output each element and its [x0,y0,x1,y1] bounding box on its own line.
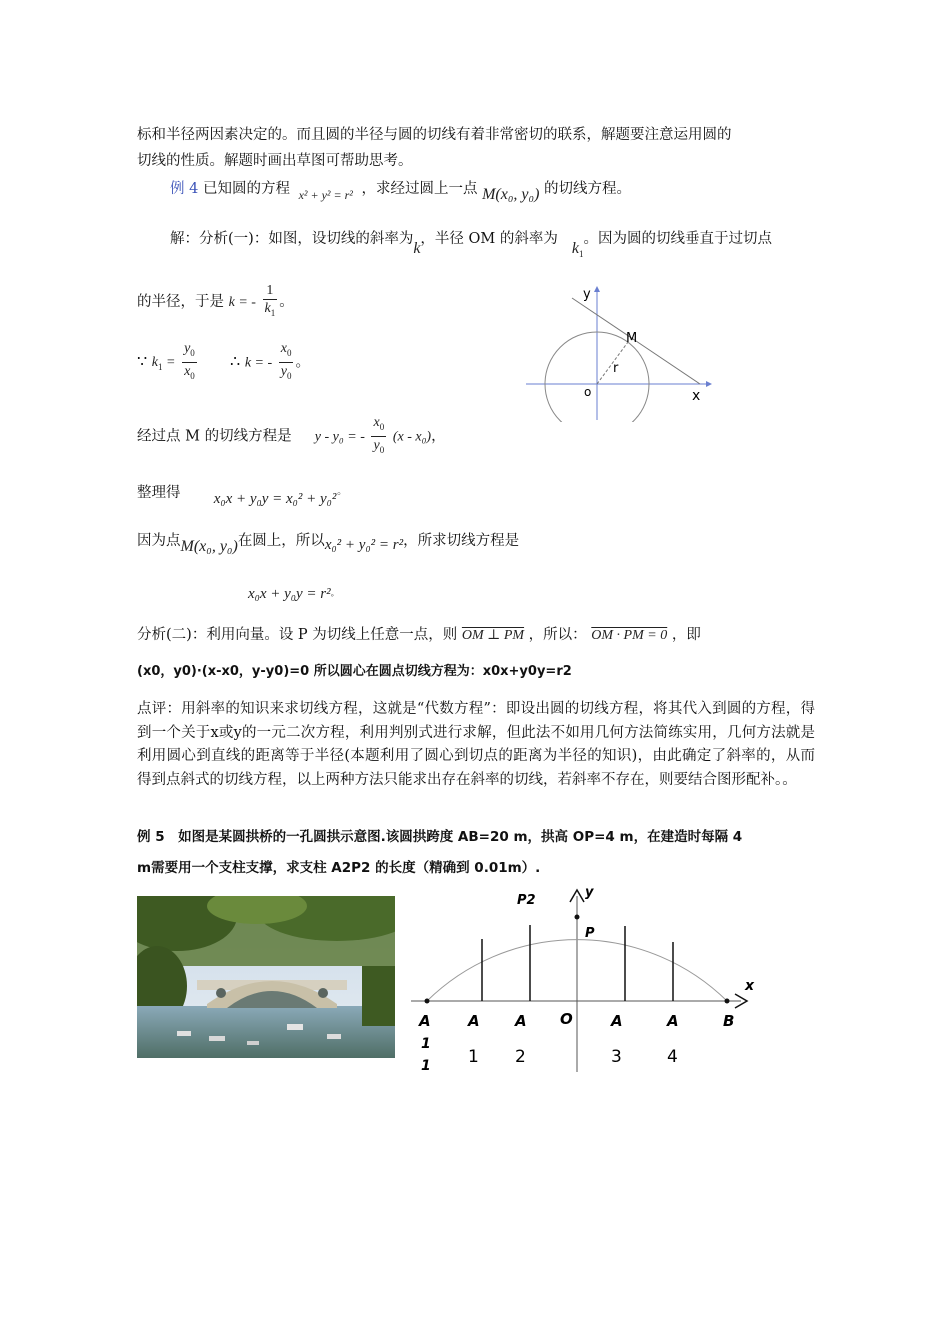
label-y: y [585,885,594,900]
example-4-label: 例 4 [170,181,199,197]
label-a: A [419,1012,431,1030]
intro-line-2: 切线的性质。解题时画出草图可帮助思考。 [137,153,413,169]
solution-text-e1: 因为点 [137,533,181,549]
arch-bridge-photo [137,896,395,1058]
point-on-circle-line [137,530,520,555]
vector-dot-product: OM · PM = 0 [591,628,668,643]
fraction-x0-over-y0-2: $\frac{x_0}{y_0}$ [373,415,385,455]
fig1-y-label: y [583,287,591,302]
final-tangent-equation: x₀x + y₀y = r²◦ [248,586,334,602]
arch-diagram [405,882,765,1082]
x-axis-arrow [706,381,712,387]
point-a [425,999,430,1004]
solution-text-e3: ，所求切线方程是 [403,533,520,549]
y-axis-arrow [594,286,600,292]
since-therefore-line: ∵ $k_1$ = $\frac{y_0}{x_0}$ ∴ k = - $\frac{x_0}{y_0}$ 。 [137,340,310,385]
example-4-text-3: 的切线方程。 [544,181,632,197]
label-number-1: 1 [468,1047,479,1067]
example-4-text-1: 已知圆的方程 [202,181,290,197]
solution-text-a3: 。因为圆的切线垂直于过切点 [583,231,772,247]
slope-k1-base: k [571,240,579,257]
solution-text-a1: 解：分析(一)：如图，设切线的斜率为 [170,231,414,247]
simplified-equation: x₀x + y₀y = x₀² + y₀² [213,491,337,507]
label-sub-2: 1 [421,1058,431,1074]
solution-text-a2: ，半径 OM 的斜率为 [420,231,558,247]
vector-analysis-line [137,624,815,647]
perpendicular-slope-line: 的半径，于是 k = - $\frac{1}{k_1}$ 。 [137,282,294,322]
k-equals: k = - [228,294,256,310]
example-5-line-1: 例 5 如图是某圆拱桥的一孔圆拱示意图.该圆拱跨度 AB=20 m，拱高 OP=4 m，在建造时每隔 4 [137,829,743,845]
solution-text-e2: 在圆上，所以 [237,533,325,549]
label-p2: P2 [517,893,536,908]
tangent-equation-line: 经过点 M 的切线方程是 y - y₀ = - $\frac{x_0}{y_0}$ (x - x₀)， [137,414,446,459]
example-5-line-2: m需要用一个支柱支撑，求支柱 A2P2 的长度（精确到 0.01m）. [137,860,541,876]
fig1-origin-label: o [584,385,592,399]
tangent-rhs: (x - x₀) [392,429,432,445]
solution-text-b1: 的半径，于是 [137,293,224,310]
solution-text-c1: 经过点 M 的切线方程是 [137,428,292,445]
fraction-x0-over-y0: $\frac{x_0}{y_0}$ [280,341,292,381]
k1-base: k [151,355,159,371]
point-on-circle-equation: x₀² + y₀² = r² [324,537,404,553]
point-b [725,999,730,1004]
intro-line-1: 标和半径两因素决定的。而且圆的半径与圆的切线有着非常密切的联系，解题要注意运用圆的 [137,127,732,143]
final-tangent-equation-text: x₀x + y₀y = r² [248,586,331,602]
label-p: P [585,926,595,941]
solution-analysis-1 [170,228,772,260]
label-x: x [745,978,755,994]
simplified-line: 整理得 x₀x + y₀y = x₀² + y₀²◦ [137,485,342,507]
label-a1: A [468,1012,480,1030]
example-4-text-2: ，求经过圆上一点 [361,181,478,197]
label-b: B [723,1012,735,1030]
tangent-circle-figure [520,282,720,422]
label-a4: A [667,1012,679,1030]
k-equals-2: k = - [244,355,273,371]
slope-k1: $k_1$ [571,240,584,260]
k1-equals: $k_1$ = [151,355,176,373]
fig1-r-label: r [613,361,619,376]
solution-text-f1: 分析(二)：利用向量。设 P 为切线上任意一点，则 [137,627,458,643]
circle-equation: x² + y² = r² [298,188,353,202]
point-m-2: M(x₀, y₀) [180,538,238,555]
therefore-symbol: ∴ [230,351,241,371]
example-4-statement [170,178,632,203]
label-number-2: 2 [515,1047,526,1067]
vector-conclusion-line: (x0，y0)·(x-x0，y-y0)=0 所以圆心在圆点切线方程为：x0x+y0y=r2 [137,664,572,679]
point-p [575,915,580,920]
vector-perpendicular: OM ⊥ PM [461,628,525,643]
point-m: M(x₀, y₀) [482,186,540,203]
fig1-x-label: x [692,388,701,404]
tangent-lhs: y - y₀ = - [314,429,365,445]
fraction-y0-over-x0: $\frac{y_0}{x_0}$ [184,341,195,381]
comment-paragraph: 点评：用斜率的知识来求切线方程，这就是“代数方程”：即设出圆的切线方程，将其代入到圆的方程，得到一个关于x或y的一元二次方程，利用判别式进行求解，但此法不如用几何方法简练实用，几何方法就是利用圆心到直线的距离等于半径(本题利用了圆心到切点的距离为半径的知识)，由此确定了斜率的，从而得到点斜式的切线方程，以上两种方法只能求出存在斜率的切线，若斜率不存在，则要结合图形配补。。 [137,701,815,788]
fraction-1-over-k1: $\frac{1}{k_1}$ [264,283,276,318]
label-number-3: 3 [611,1047,622,1067]
label-a2: A [515,1012,527,1030]
label-number-4: 4 [667,1047,678,1067]
solution-text-f2: ，所以： [528,627,587,643]
solution-text-f3: ，即 [671,627,701,643]
fig1-m-label: M [626,331,638,346]
since-symbol: ∵ [137,351,148,371]
arch-bridge-photo-graphic [137,896,395,1058]
label-a3: A [611,1012,623,1030]
solution-text-d1: 整理得 [137,485,181,501]
slope-k: k [413,240,421,257]
label-sub-1: 1 [421,1036,431,1052]
label-o: O [560,1010,573,1028]
